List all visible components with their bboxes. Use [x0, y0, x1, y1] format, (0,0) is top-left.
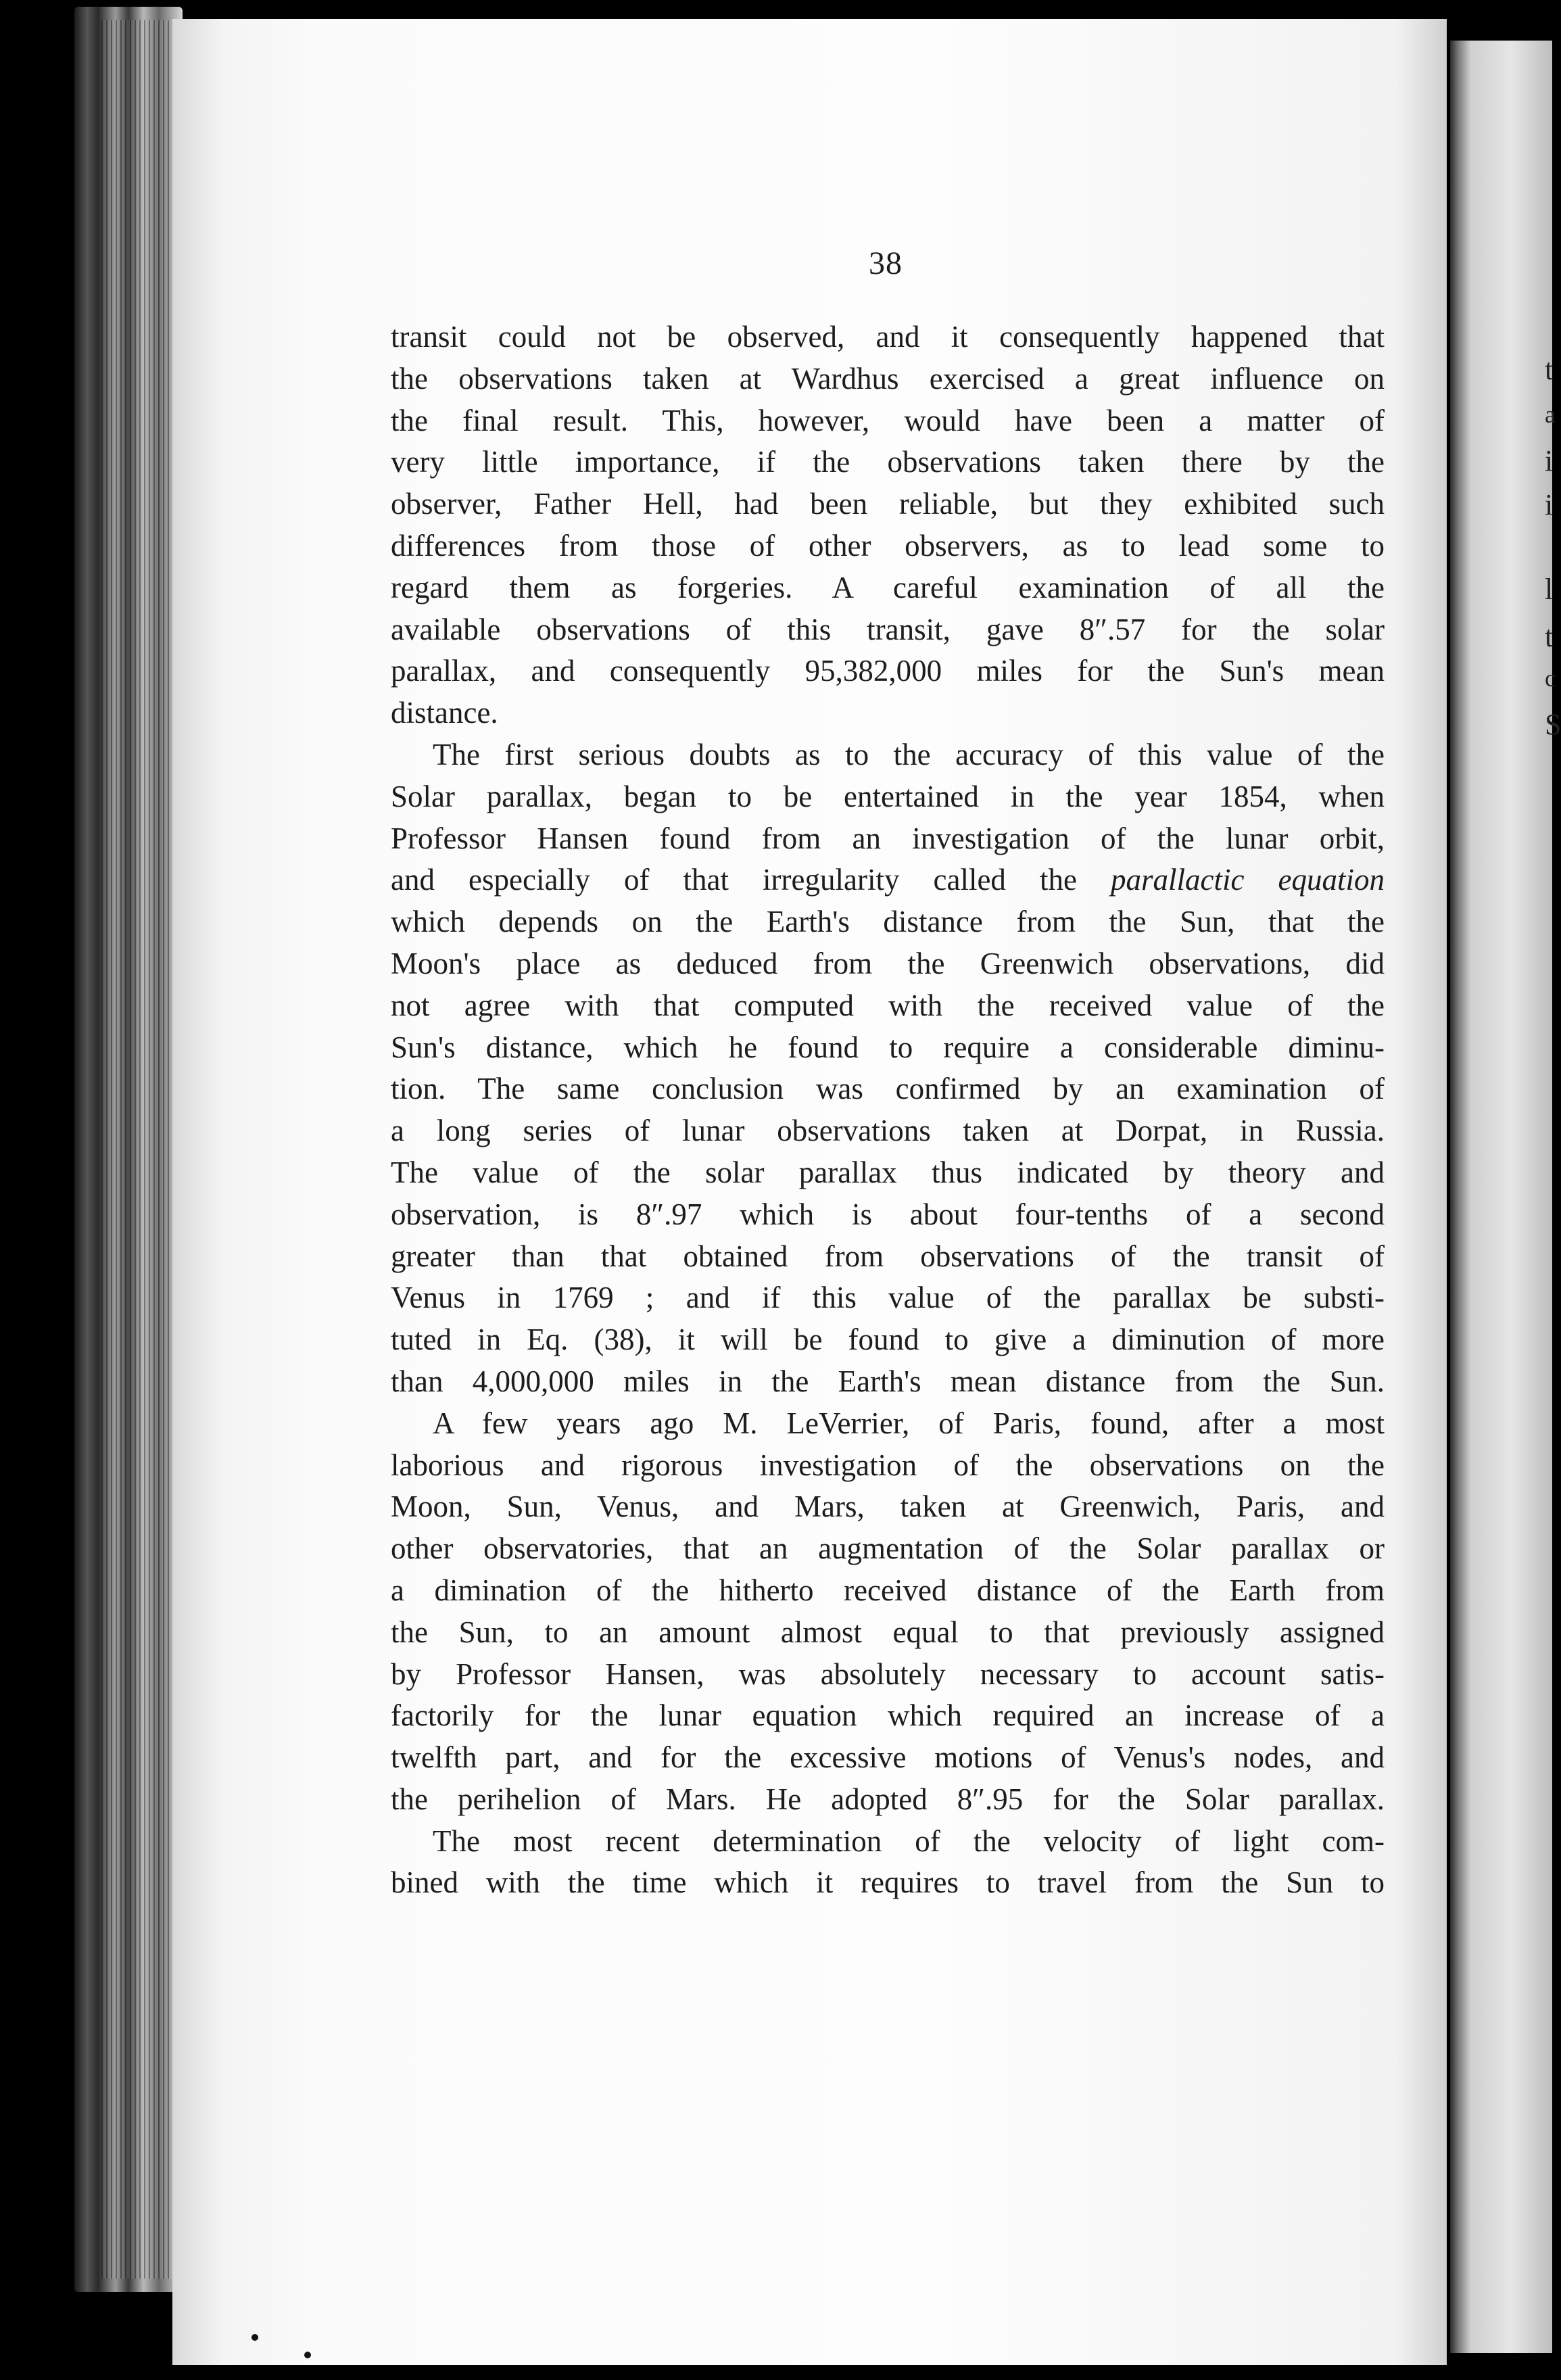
facing-page-fragment: c: [1545, 665, 1556, 692]
text-line: tion. The same conclusion was confirmed by an examination of: [391, 1072, 1385, 1106]
text-line: Moon, Sun, Venus, and Mars, taken at Greenwich, Paris, and: [391, 1490, 1385, 1524]
text-line: factorily for the lunar equation which required an increase of a: [391, 1698, 1385, 1733]
paragraph: [391, 316, 1385, 734]
facing-page-edge: [1450, 41, 1561, 2353]
text-line: parallax, and consequently 95,382,000 miles for the Sun's mean: [391, 654, 1385, 688]
text-line: bined with the time which it requires to travel from the Sun to: [391, 1865, 1385, 1900]
facing-page-fragment: l: [1545, 573, 1554, 606]
text-line: the final result. This, however, would have been a matter of: [391, 403, 1385, 437]
text-line: a long series of lunar observations taken at Dorpat, in Russia.: [391, 1114, 1385, 1148]
text-line: observer, Father Hell, had been reliable, but they exhibited such: [391, 487, 1385, 521]
text-line: the perihelion of Mars. He adopted 8″.95 for the Solar parallax.: [391, 1782, 1385, 1816]
facing-page-fragment: t: [1545, 353, 1554, 386]
text-line: which depends on the Earth's distance from the Sun, that the: [391, 905, 1385, 939]
text-line: very little importance, if the observations taken there by the: [391, 445, 1385, 479]
text-line: than 4,000,000 miles in the Earth's mean distance from the Sun.: [391, 1364, 1385, 1398]
scan-speck: [304, 2352, 311, 2358]
text-line: The first serious doubts as to the accuracy of this value of the: [433, 737, 1385, 771]
text-line: twelfth part, and for the excessive motions of Venus's nodes, and: [391, 1740, 1385, 1775]
page-number: 38: [869, 245, 903, 281]
text-line: and especially of that irregularity called the parallactic equation: [391, 863, 1385, 897]
text-line: regard them as forgeries. A careful examination of all the: [391, 570, 1385, 604]
paragraph: [391, 734, 1385, 1403]
page-edges: [101, 20, 176, 2279]
text-line: by Professor Hansen, was absolutely necessary to account satis-: [391, 1657, 1385, 1691]
text-line: The value of the solar parallax thus indicated by theory and: [391, 1155, 1385, 1189]
text-line: Sun's distance, which he found to require a considerable diminu-: [391, 1030, 1385, 1064]
italic-term: parallactic equation: [1111, 863, 1385, 897]
text-line: the Sun, to an amount almost equal to that previously assigned: [391, 1615, 1385, 1649]
text-line: observation, is 8″.97 which is about four-tenths of a second: [391, 1197, 1385, 1231]
text-line: A few years ago M. LeVerrier, of Paris, found, after a most: [433, 1406, 1385, 1440]
text-line: the observations taken at Wardhus exercised a great influence on: [391, 361, 1385, 396]
text-line: Solar parallax, began to be entertained in the year 1854, when: [391, 779, 1385, 813]
scan-speck: [251, 2334, 258, 2341]
text-line: Venus in 1769 ; and if this value of the parallax be substi-: [391, 1281, 1385, 1315]
text-line: transit could not be observed, and it consequently happened that: [391, 320, 1385, 354]
text-line: laborious and rigorous investigation of the observations on the: [391, 1448, 1385, 1482]
text-line: differences from those of other observers, as to lead some to: [391, 528, 1385, 563]
text-line: other observatories, that an augmentation of the Solar parallax or: [391, 1531, 1385, 1566]
body-text: [391, 316, 1385, 1904]
text-line: Moon's place as deduced from the Greenwich observations, did: [391, 946, 1385, 980]
facing-page-fragment: t: [1545, 620, 1554, 653]
text-line: greater than that obtained from observations of the transit of: [391, 1239, 1385, 1273]
text-line: The most recent determination of the velocity of light com-: [433, 1824, 1385, 1858]
text-line: tuted in Eq. (38), it will be found to give a diminution of more: [391, 1323, 1385, 1357]
facing-page-fragment: i: [1545, 488, 1554, 521]
text-line: Professor Hansen found from an investigation of the lunar orbit,: [391, 821, 1385, 855]
paragraph: [391, 1821, 1385, 1905]
facing-page-fragment: S: [1545, 708, 1561, 741]
paragraph: [391, 1403, 1385, 1821]
text-line: available observations of this transit, gave 8″.57 for the solar: [391, 612, 1385, 646]
text-line: a dimination of the hitherto received distance of the Earth from: [391, 1573, 1385, 1607]
text-line: distance.: [391, 696, 498, 730]
facing-page-fragment: i: [1545, 444, 1554, 477]
facing-page-fragment: a: [1545, 401, 1556, 428]
text-line: not agree with that computed with the received value of the: [391, 988, 1385, 1022]
